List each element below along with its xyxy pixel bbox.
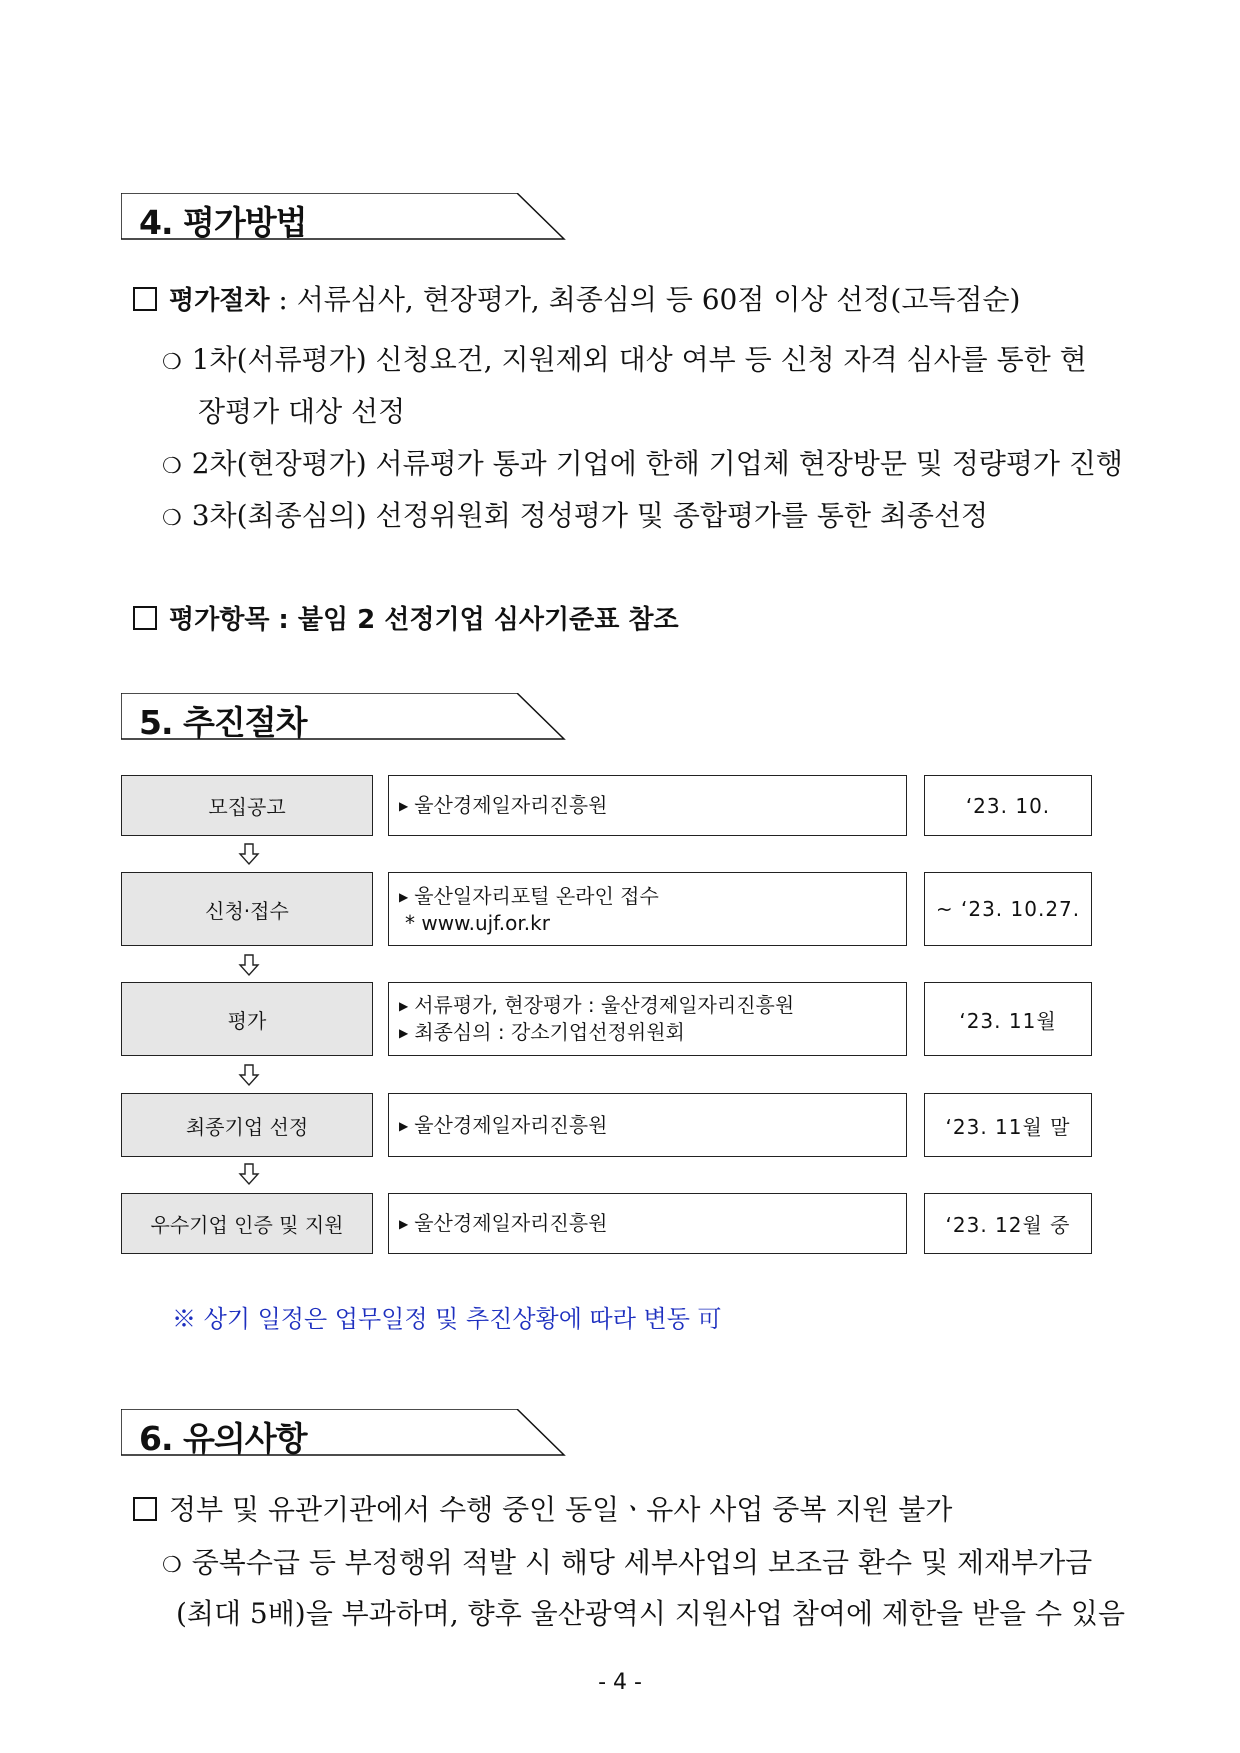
- date-box: [924, 775, 1092, 836]
- circle-bullet-icon: ❍: [162, 506, 182, 531]
- triangle-bullet-icon: ▶: [399, 1118, 409, 1133]
- caution-sub-line-2: (최대 5배)을 부과하며, 향후 울산광역시 지원사업 참여에 제한을 받을 수 있음: [176, 1597, 1126, 1630]
- caution-sub-text: 중복수급 등 부정행위 적발 시 해당 세부사업의 보조금 환수 및 제재부가금: [191, 1546, 1093, 1579]
- arrow-down-icon: [237, 842, 261, 866]
- schedule-note: ※ 상기 일정은 업무일정 및 추진상황에 따라 변동 可: [172, 1305, 722, 1333]
- stage-label: 우수기업 인증 및 지원: [150, 1213, 344, 1237]
- desc-box: [388, 1193, 907, 1254]
- triangle-bullet-icon: ▶: [399, 1026, 409, 1040]
- date-box: [924, 982, 1092, 1056]
- square-bullet-icon: [133, 287, 157, 311]
- stage-label: 최종기업 선정: [185, 1114, 309, 1139]
- stage-label: 신청·접수: [205, 898, 289, 923]
- section-5-header: [121, 693, 566, 741]
- stage-box: [121, 1093, 373, 1157]
- section-4-header: [121, 193, 566, 241]
- step-2: [162, 447, 1123, 480]
- caution-sub-line-1: [162, 1546, 1093, 1579]
- date-box: [924, 1193, 1092, 1254]
- triangle-bullet-icon: ▶: [399, 889, 409, 904]
- date-text: ‘23. 10.: [965, 793, 1051, 818]
- triangle-bullet-icon: ▶: [399, 999, 409, 1013]
- step-3-text: 3차(최종심의) 선정위원회 정성평가 및 종합평가를 통한 최종선정: [191, 499, 989, 532]
- desc-text: 울산경제일자리진흥원: [414, 793, 608, 817]
- circle-bullet-icon: ❍: [162, 454, 182, 479]
- section-title: 6. 유의사항: [139, 1419, 307, 1458]
- desc-box: [388, 775, 907, 836]
- desc-box: [388, 1093, 907, 1157]
- desc-text: 최종심의 : 강소기업선정위원회: [414, 1020, 685, 1044]
- triangle-bullet-icon: ▶: [399, 799, 409, 813]
- circle-bullet-icon: ❍: [162, 350, 182, 375]
- date-text: ‘23. 11월: [959, 1008, 1057, 1033]
- circle-bullet-icon: ❍: [162, 1553, 182, 1578]
- evaluation-items: [133, 605, 679, 633]
- date-text: ~ ‘23. 10.27.: [935, 897, 1081, 921]
- desc-text: 울산경제일자리진흥원: [414, 1112, 608, 1137]
- date-box: [924, 1093, 1092, 1157]
- step-1-text: 1차(서류평가) 신청요건, 지원제외 대상 여부 등 신청 자격 심사를 통한 현: [191, 343, 1087, 376]
- section-6-header: [121, 1409, 566, 1457]
- date-box: [924, 872, 1092, 946]
- arrow-down-icon: [237, 953, 261, 977]
- desc-box: [388, 872, 907, 946]
- desc-text: 서류평가, 현장평가 : 울산경제일자리진흥원: [414, 993, 795, 1017]
- caution-main: [133, 1493, 953, 1526]
- date-text: ‘23. 12월 중: [945, 1213, 1071, 1237]
- step-2-text: 2차(현장평가) 서류평가 통과 기업에 한해 기업체 현장방문 및 정량평가 진행: [191, 447, 1123, 480]
- desc-text: 울산경제일자리진흥원: [414, 1211, 608, 1235]
- desc-box: [388, 982, 907, 1056]
- stage-box: [121, 775, 373, 836]
- stage-label: 평가: [227, 1008, 267, 1033]
- stage-label: 모집공고: [208, 795, 286, 819]
- stage-box: [121, 872, 373, 946]
- desc-note: * www.ujf.or.kr: [405, 910, 550, 935]
- triangle-bullet-icon: ▶: [399, 1217, 409, 1231]
- procedure-label: 평가절차: [169, 286, 270, 316]
- page-number: - 4 -: [598, 1670, 642, 1695]
- date-text: ‘23. 11월 말: [945, 1114, 1071, 1139]
- stage-box: [121, 982, 373, 1056]
- arrow-down-icon: [237, 1162, 261, 1186]
- items-label: 평가항목: [169, 605, 270, 635]
- caution-main-text: 정부 및 유관기관에서 수행 중인 동일ㆍ유사 사업 중복 지원 불가: [169, 1493, 953, 1526]
- square-bullet-icon: [133, 1497, 157, 1521]
- step-3: [162, 499, 989, 532]
- desc-text: 울산일자리포털 온라인 접수: [414, 883, 659, 908]
- section-title: 5. 추진절차: [139, 703, 307, 742]
- square-bullet-icon: [133, 606, 157, 630]
- step-1-line-1: [162, 343, 1117, 376]
- evaluation-procedure: [133, 283, 1021, 316]
- stage-box: [121, 1193, 373, 1254]
- procedure-text: : 서류심사, 현장평가, 최종심의 등 60점 이상 선정(고득점순): [278, 283, 1021, 316]
- section-title: 4. 평가방법: [139, 203, 307, 242]
- step-1-line-2: 장평가 대상 선정: [198, 395, 406, 428]
- items-text: : 붙임 2 선정기업 심사기준표 참조: [278, 605, 679, 635]
- arrow-down-icon: [237, 1063, 261, 1087]
